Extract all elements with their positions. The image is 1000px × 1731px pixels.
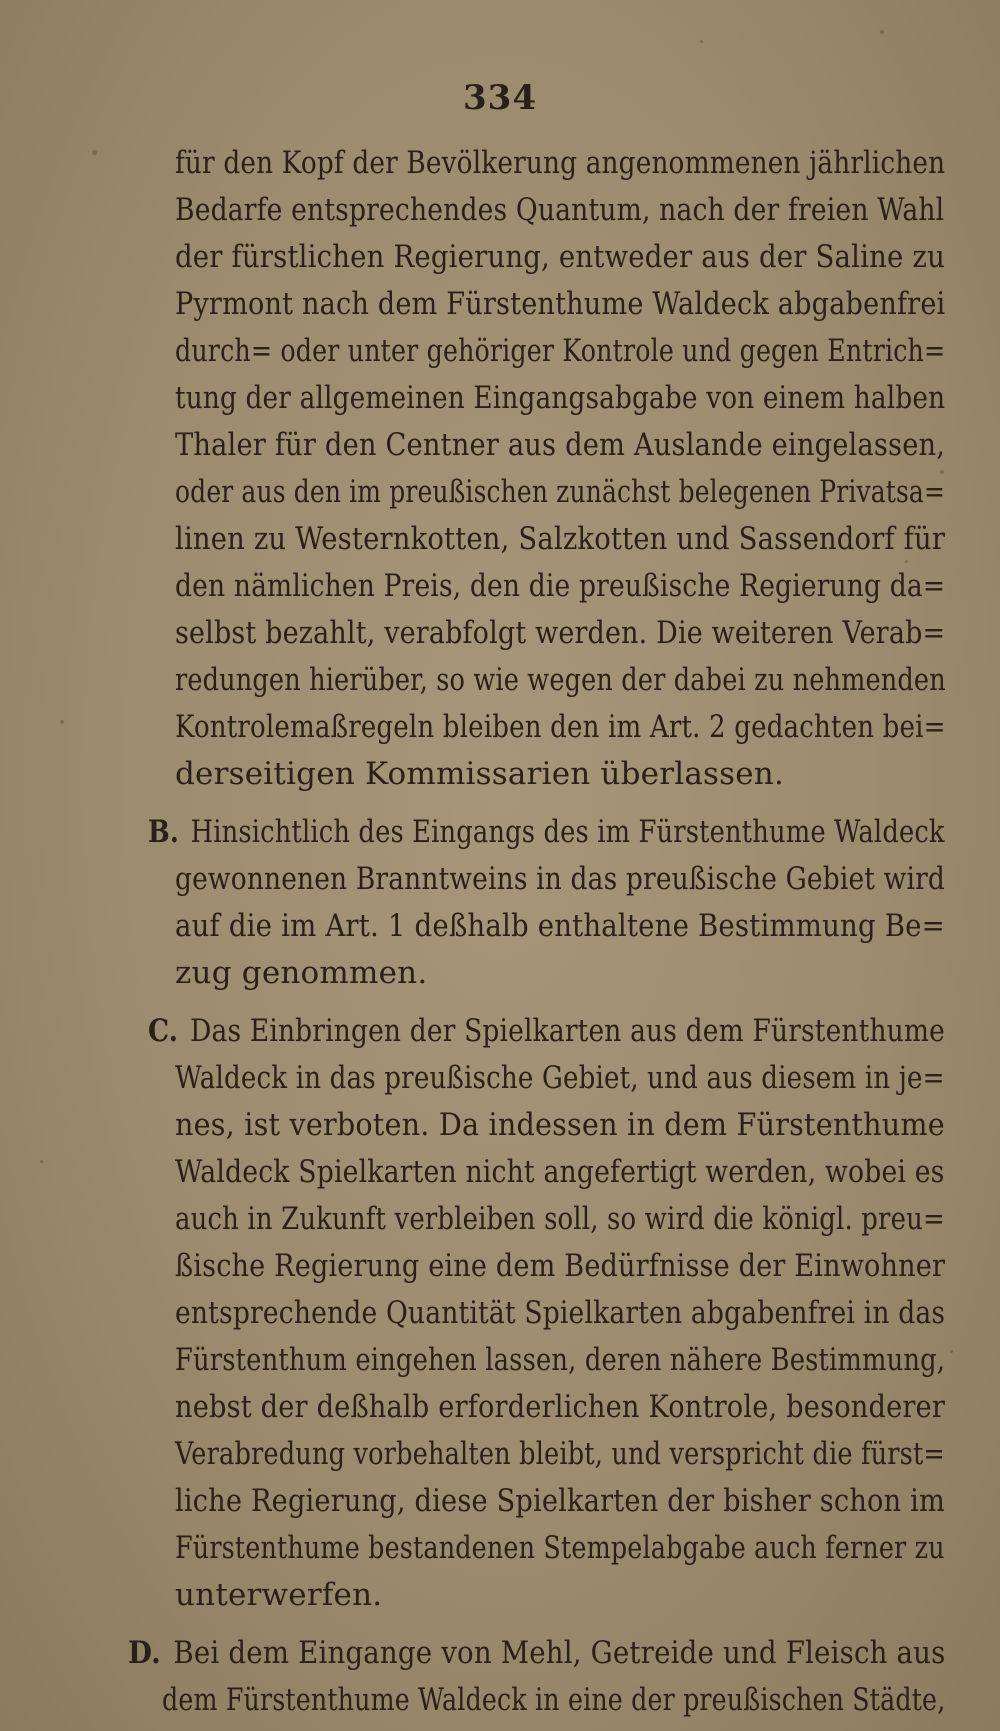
text-line — [175, 1575, 382, 1615]
text-line — [175, 1528, 945, 1568]
text-line — [175, 1199, 945, 1239]
line-text: redungen hierüber, so wie wegen der dabei zu nehmenden — [175, 662, 946, 698]
line-text: Hinsichtlich des Eingangs des im Fürstenthume Waldeck — [190, 814, 945, 850]
line-text: liche Regierung, diese Spielkarten der bisher schon im — [175, 1483, 945, 1519]
paper-speck — [92, 150, 97, 155]
line-text: durch= oder unter gehöriger Kontrole und gegen Entrich= — [175, 333, 946, 369]
text-line — [175, 859, 945, 899]
section-marker: B. — [148, 814, 180, 850]
text-line — [175, 1340, 945, 1380]
line-text: auf die im Art. 1 deßhalb enthaltene Bestimmung Be= — [175, 908, 945, 944]
text-line — [175, 906, 945, 946]
line-text: unterwerfen. — [175, 1577, 383, 1613]
paper-speck — [520, 1640, 522, 1642]
text-line — [175, 754, 784, 794]
line-text: oder aus den im preußischen zunächst belegenen Privatsa= — [175, 474, 946, 510]
text-line — [162, 1680, 945, 1720]
line-text: gewonnenen Branntweins in das preußische Gebiet wird — [175, 861, 945, 897]
text-line — [175, 566, 945, 606]
text-line — [175, 1105, 945, 1145]
line-text: selbst bezahlt, verabfolgt werden. Die weiteren Verab= — [175, 615, 946, 651]
text-line — [175, 1293, 945, 1333]
text-line — [175, 1058, 945, 1098]
paper-speck — [940, 470, 944, 474]
line-text: Das Einbringen der Spielkarten aus dem Fürstenthume — [190, 1013, 946, 1049]
line-text: der fürstlichen Regierung, entweder aus der Saline zu — [175, 239, 945, 275]
line-text: Fürstenthume bestandenen Stempelabgabe auch ferner zu — [175, 1530, 945, 1566]
text-line — [175, 237, 945, 277]
text-line — [175, 1481, 945, 1521]
text-line — [175, 425, 945, 465]
paper-speck — [60, 720, 64, 724]
line-text: Bei dem Eingange von Mehl, Getreide und Fleisch aus — [173, 1635, 946, 1671]
line-text: nebst der deßhalb erforderlichen Kontrole, besonderer — [175, 1389, 946, 1425]
line-text: auch in Zukunft verbleiben soll, so wird die königl. preu= — [175, 1201, 945, 1237]
text-line — [175, 1246, 945, 1286]
text-line — [175, 378, 945, 418]
line-text: Pyrmont nach dem Fürstenthume Waldeck abgabenfrei — [175, 286, 946, 322]
text-line — [175, 472, 945, 512]
line-text: derseitigen Kommissarien überlassen. — [175, 756, 785, 792]
line-text: Fürstenthum eingehen lassen, deren nähere Bestimmung, — [175, 1342, 946, 1378]
section-marker: D. — [128, 1635, 161, 1671]
text-line — [128, 1633, 945, 1673]
line-text: Waldeck in das preußische Gebiet, und aus diesem in je= — [175, 1060, 945, 1096]
line-text: für den Kopf der Bevölkerung angenommenen jährlichen — [175, 145, 946, 181]
text-line — [175, 1152, 945, 1192]
line-text: Kontrolemaßregeln bleiben den im Art. 2 gedachten bei= — [175, 709, 946, 745]
text-line — [175, 1387, 945, 1427]
text-line — [175, 331, 945, 371]
text-line — [175, 613, 945, 653]
line-text: entsprechende Quantität Spielkarten abgabenfrei in das — [175, 1295, 946, 1331]
line-text: zug genommen. — [175, 955, 428, 991]
paper-speck — [950, 1350, 953, 1353]
paper-speck — [700, 40, 703, 43]
line-text: Verabredung vorbehalten bleibt, und verspricht die fürst= — [175, 1436, 946, 1472]
paper-speck — [905, 560, 908, 563]
line-text: ßische Regierung eine dem Bedürfnisse der Einwohner — [175, 1248, 946, 1284]
line-text: Waldeck Spielkarten nicht angefertigt werden, wobei es — [175, 1154, 945, 1190]
line-text: den nämlichen Preis, den die preußische Regierung da= — [175, 568, 946, 604]
page-number: 334 — [463, 78, 537, 118]
text-line — [175, 284, 945, 324]
paper-speck — [880, 30, 884, 34]
line-text: dem Fürstenthume Waldeck in eine der preußischen Städte, — [162, 1682, 946, 1718]
text-line — [175, 660, 946, 700]
line-text: tung der allgemeinen Eingangsabgabe von einem halben — [175, 380, 946, 416]
line-text: Thaler für den Centner aus dem Auslande eingelassen, — [175, 427, 946, 463]
text-line — [175, 1434, 945, 1474]
text-line — [175, 519, 945, 559]
line-text: Bedarfe entsprechendes Quantum, nach der freien Wahl — [175, 192, 945, 228]
text-line — [175, 190, 944, 230]
paper-speck — [40, 1160, 43, 1163]
text-line — [175, 707, 946, 747]
text-line — [175, 143, 945, 183]
text-line — [175, 953, 427, 993]
line-text: linen zu Westernkotten, Salzkotten und Sassendorf für — [175, 521, 946, 557]
section-marker: C. — [148, 1013, 179, 1049]
text-line — [148, 1011, 945, 1051]
paper-speck — [830, 1120, 833, 1123]
text-line — [148, 812, 945, 852]
line-text: nes, ist verboten. Da indessen in dem Fürstenthume — [175, 1107, 945, 1143]
